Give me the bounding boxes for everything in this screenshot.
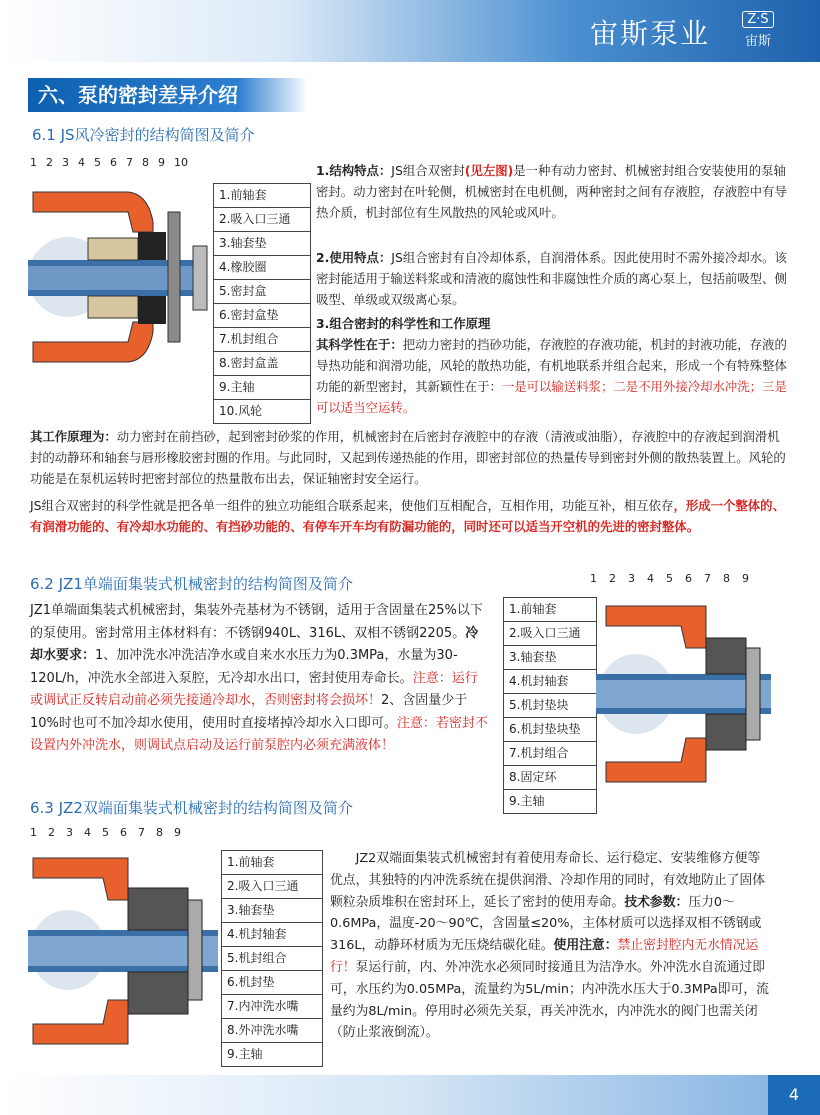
legend-item: 1.前轴套 — [222, 851, 322, 875]
text: 1、加冲洗水冲洗洁净水或自来水水压力为0.3MPa，水量为30-120L/h，冲洗水全部进入泵腔，无冷却水出口，密封使用寿命长。 — [30, 648, 458, 686]
callout: 9 — [742, 572, 749, 585]
s1-working-paragraph — [30, 426, 790, 489]
page-number: 4 — [768, 1075, 820, 1115]
s1-science-paragraph — [316, 334, 788, 418]
legend-item: 3.轴套垫 — [504, 646, 596, 670]
legend-item: 10.风轮 — [219, 404, 263, 418]
text: JZ1单端面集装式机械密封，集装外壳基材为不锈钢，适用于含固量在25%以下的泵使用。密封常用主体材料有：不锈钢940L、316L、双相不锈钢2205。 — [30, 603, 483, 641]
js-seal-diagram — [28, 172, 214, 402]
legend-item: 2.吸入口三通 — [222, 875, 322, 899]
legend-item: 7.机封组合 — [504, 742, 596, 766]
red-text: 一是可以输送料浆；二是不用外接冷却水冲洗；三是可以适当空运转。 — [316, 379, 787, 415]
legend-item: 7.内冲洗水嘴 — [222, 995, 322, 1019]
s1-usage-paragraph — [316, 247, 788, 310]
callout: 5 — [102, 826, 109, 839]
logo-text-top: Z·S — [742, 11, 773, 28]
red-text: 禁止密封腔内无水情况运行！ — [330, 938, 759, 975]
callout: 9 — [158, 156, 165, 169]
text: JS组合双密封的科学性就是把各单一组件的独立功能组合联系起来，使他们互相配合，互相作用，功能互补，相互依存 — [30, 498, 674, 513]
s3-heading: 6.3 JZ2双端面集装式机械密封的结构简图及简介 — [30, 799, 353, 817]
legend-item: 9.主轴 — [227, 1047, 263, 1061]
page-footer — [0, 1075, 820, 1115]
brand-name: 宙斯泵业 — [589, 17, 710, 50]
s1-legend — [213, 183, 311, 424]
s3-legend — [221, 850, 323, 1067]
text: JS组合密封有自冷却体系，自润滑体系。因此使用时不需外接冷却水。该密封能适用于输送料浆或和清液的腐蚀性和非腐蚀性介质的离心泵上，包括前吸型、侧吸型、单级或双级离心泵。 — [316, 250, 787, 307]
text: 压力0～0.6MPa，温度-20～90℃，含固量≤20%，主体材质可以选择双相不锈钢或316L，动静环材质为无压烧结碳化硅。 — [330, 894, 762, 954]
label: 1.结构特点： — [316, 163, 392, 178]
legend-item: 4.机封轴套 — [222, 923, 322, 947]
label: 其科学性在于： — [316, 337, 403, 352]
legend-item: 5.机封垫块 — [504, 694, 596, 718]
company-logo — [718, 8, 798, 52]
callout: 9 — [174, 826, 181, 839]
callout: 8 — [723, 572, 730, 585]
text: 2、含固量少于10%时也可不加冷却水使用，使用时直接堵掉冷却水入口即可。 — [30, 693, 468, 731]
legend-item: 9.主轴 — [214, 376, 310, 400]
text: JS组合双密封 — [391, 163, 465, 178]
s1-heading: 6.1 JS风冷密封的结构简图及简介 — [32, 126, 255, 144]
jz2-seal-diagram — [28, 840, 220, 1062]
callout: 4 — [647, 572, 654, 585]
callout: 2 — [46, 156, 53, 169]
legend-item: 4.机封轴套 — [504, 670, 596, 694]
callout: 1 — [590, 572, 597, 585]
label: 2.使用特点： — [316, 250, 392, 265]
callout: 6 — [110, 156, 117, 169]
legend-item: 9.主轴 — [509, 794, 545, 808]
text: 动力密封在前挡砂，起到密封砂浆的作用，机械密封在后密封存液腔中的存液（清液或油脂），存液腔中的存液起到润滑机封的动静环和轴套与唇形橡胶密封圈的作用。与此同时，又起到传递热能的作用，即密封部位的热量传导到密封外侧的散热装置上。风轮的功能是在泵机运转时把密封部位的热量散布出去，保证轴密封安全运行。 — [30, 429, 786, 486]
red-text: 注意：运行或调试正反转启动前必须先接通冷却水，否则密封将会损坏！ — [30, 670, 478, 708]
callout: 2 — [48, 826, 55, 839]
s1-principle-heading — [316, 313, 788, 334]
legend-item: 8.密封盒盖 — [214, 352, 310, 376]
callout: 10 — [174, 156, 188, 169]
legend-item: 6.密封盒垫 — [214, 304, 310, 328]
legend-item: 6.机封垫 — [222, 971, 322, 995]
jz1-seal-diagram — [596, 588, 778, 800]
red-text: (见左图) — [464, 163, 514, 178]
text: 泵运行前，内、外冲洗水必须同时接通且为洁净水。外冲洗水自流通过即可，水压约为0.05MPa，流量约为5L/min；内冲洗水压大于0.3MPa即可，流量约为8L/min。停用时必须先关泵，再关冲洗水，内冲洗水的阀门也需关闭（防止浆液倒流）。 — [330, 959, 769, 1041]
s3-paragraph — [330, 848, 770, 1044]
label: 3.组合密封的科学性和工作原理 — [316, 316, 491, 331]
label: 其工作原理为： — [30, 429, 117, 444]
callout: 1 — [30, 156, 37, 169]
section-title: 六、泵的密封差异介绍 — [28, 78, 308, 112]
label: 技术参数： — [624, 894, 689, 910]
logo-text-bottom: 宙斯 — [744, 34, 771, 49]
callout: 4 — [84, 826, 91, 839]
legend-item: 5.机封组合 — [222, 947, 322, 971]
legend-item: 1.前轴套 — [214, 184, 310, 208]
callout: 6 — [120, 826, 127, 839]
s1-summary-paragraph — [30, 495, 790, 537]
callout: 5 — [94, 156, 101, 169]
s2-legend — [503, 597, 597, 814]
callout: 1 — [30, 826, 37, 839]
callout: 3 — [628, 572, 635, 585]
legend-item: 5.密封盒 — [214, 280, 310, 304]
callout: 6 — [685, 572, 692, 585]
legend-item: 3.轴套垫 — [214, 232, 310, 256]
red-text: 注意：若密封不设置内外冲洗水，则调试点启动及运行前泵腔内必须充满液体！ — [30, 715, 488, 753]
legend-item: 2.吸入口三通 — [504, 622, 596, 646]
red-text: ，形成一个整体的、有润滑功能的、有冷却水功能的、有挡砂功能的、有停车开车均有防漏功能的，同时还可以适当开空机的先进的密封整体。 — [30, 498, 785, 534]
callout: 3 — [66, 826, 73, 839]
legend-item: 2.吸入口三通 — [214, 208, 310, 232]
s3-callouts — [30, 826, 210, 839]
text: JZ2双端面集装式机械密封有着使用寿命长、运行稳定、安装维修方便等优点，其独特的内冲洗系统在提供润滑、冷却作用的同时，有效地防止了固体颗粒杂质堆积在密封环上，延长了密封的使用寿命。 — [330, 851, 766, 910]
s2-heading: 6.2 JZ1单端面集装式机械密封的结构简图及简介 — [30, 575, 353, 593]
s2-callouts — [590, 572, 770, 585]
callout: 8 — [142, 156, 149, 169]
callout: 2 — [609, 572, 616, 585]
s1-callouts — [30, 156, 230, 169]
text: 是一种有动力密封、机械密封组合安装使用的泵轴密封。动力密封在叶轮侧，机械密封在电机侧，两种密封之间有存液腔，存液腔中有导热介质，机封部位有生风散热的风轮或风叶。 — [316, 163, 787, 220]
label: 使用注意： — [553, 938, 618, 954]
legend-item: 4.橡胶圈 — [214, 256, 310, 280]
legend-item: 1.前轴套 — [504, 598, 596, 622]
legend-item: 8.固定环 — [504, 766, 596, 790]
page-header — [0, 0, 820, 62]
callout: 8 — [156, 826, 163, 839]
text: 把动力密封的挡砂功能，存液腔的存液功能，机封的封液功能，存液的导热功能和润滑功能，风轮的散热功能，有机地联系并组合起来，形成一个有特殊整体功能的新型密封，其新颖性在于： — [316, 337, 787, 394]
callout: 7 — [126, 156, 133, 169]
label: 冷却水要求： — [30, 625, 479, 663]
legend-item: 8.外冲洗水嘴 — [222, 1019, 322, 1043]
callout: 7 — [138, 826, 145, 839]
legend-item: 3.轴套垫 — [222, 899, 322, 923]
callout: 5 — [666, 572, 673, 585]
legend-item: 7.机封组合 — [214, 328, 310, 352]
s1-structure-paragraph — [316, 160, 788, 223]
callout: 4 — [78, 156, 85, 169]
callout: 3 — [62, 156, 69, 169]
legend-item: 6.机封垫块垫 — [504, 718, 596, 742]
s2-paragraph — [30, 600, 488, 758]
callout: 7 — [704, 572, 711, 585]
